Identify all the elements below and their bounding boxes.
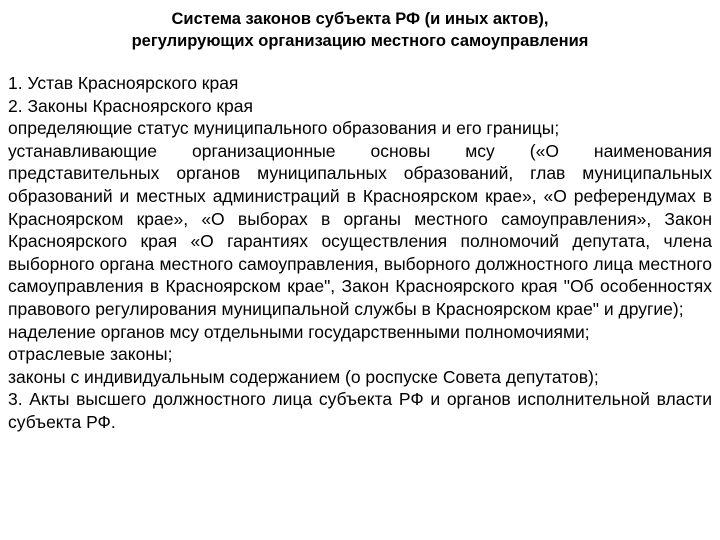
title-line-2: регулирующих организацию местного самоуправления <box>131 32 589 50</box>
list-item-executive-acts: 3. Акты высшего должностного лица субъекта РФ и органов исполнительной власти субъекта РФ. <box>8 389 712 432</box>
law-organizational-basics: устанавливающие организационные основы мсу («О наименования представительных органов муниципальных образований, глав муниципальных образований и местных администраций в Красноярском крае», «О референдумах в Красноярском крае», «О выборах в органы местного самоуправления», Закон Красноярского края «О гарантиях осуществления полномочий депутата, члена выборного органа местного самоуправления, выборного должностного лица местного самоуправления в Красноярском крае", Закон Красноярского края "Об особенностях правового регулирования муниципальной службы в Красноярском крае" и другие); <box>8 140 712 319</box>
law-sectoral: отраслевые законы; <box>8 344 173 365</box>
law-status-boundaries: определяющие статус муниципального образования и его границы; <box>8 118 560 139</box>
slide-body <box>8 72 712 434</box>
law-individual-content: законы с индивидуальным содержанием (о роспуске Совета депутатов); <box>8 366 599 387</box>
list-item-laws: 2. Законы Красноярского края <box>8 95 253 116</box>
slide <box>8 8 712 434</box>
title-line-1: Система законов субъекта РФ (и иных актов), <box>171 10 549 28</box>
slide-title <box>8 8 712 52</box>
list-item-charter: 1. Устав Красноярского края <box>8 73 239 93</box>
law-state-powers: наделение органов мсу отдельными государственными полномочиями; <box>8 321 590 342</box>
